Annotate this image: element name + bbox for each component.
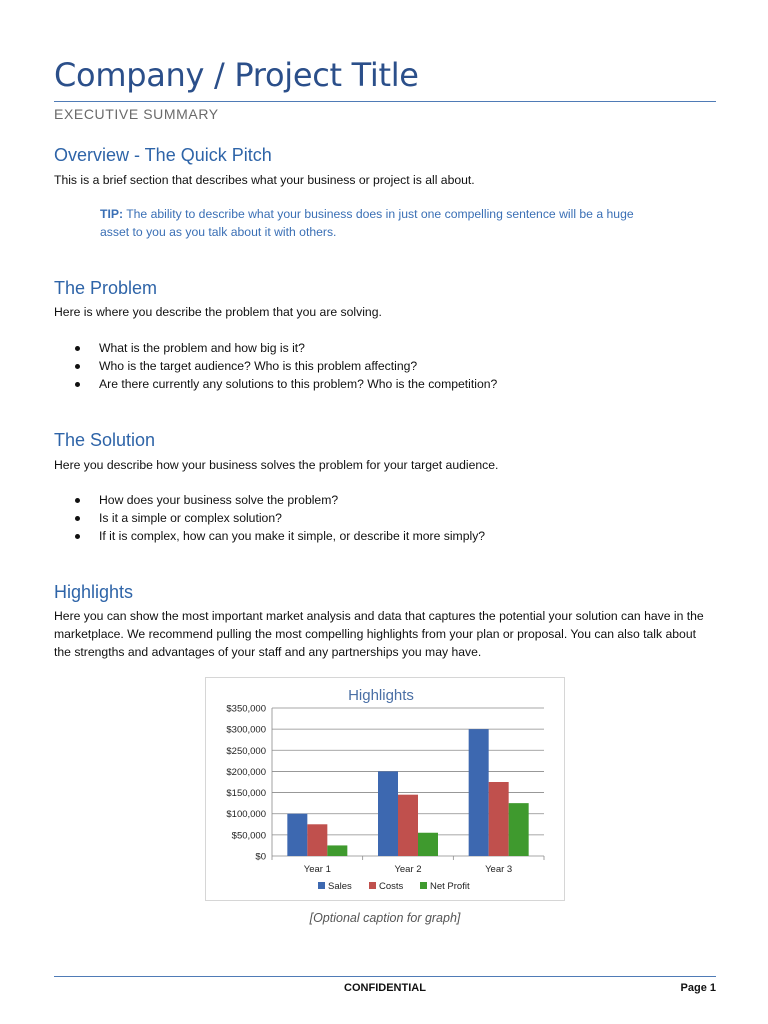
y-tick-label: $100,000 bbox=[226, 809, 266, 821]
bar bbox=[287, 814, 307, 856]
list-item bbox=[54, 491, 485, 509]
footer-page-number: Page 1 bbox=[680, 982, 716, 994]
bullet-icon bbox=[75, 346, 80, 351]
legend-label: Costs bbox=[379, 881, 404, 892]
bullet-icon bbox=[75, 382, 80, 387]
list-item bbox=[54, 375, 497, 393]
x-tick-label: Year 3 bbox=[485, 864, 513, 875]
tip-label: TIP: bbox=[100, 207, 124, 221]
bullet-icon bbox=[75, 364, 80, 369]
document-subtitle: EXECUTIVE SUMMARY bbox=[54, 106, 219, 122]
problem-bullet-list bbox=[54, 339, 497, 393]
list-item bbox=[54, 509, 485, 527]
list-item-text: Are there currently any solutions to this problem? Who is the competition? bbox=[99, 377, 498, 391]
footer-divider bbox=[54, 976, 716, 977]
highlights-heading: Highlights bbox=[54, 582, 134, 602]
legend-swatch bbox=[318, 882, 325, 889]
chart-title: Highlights bbox=[348, 687, 414, 704]
bullet-icon bbox=[75, 498, 80, 503]
footer-confidential: CONFIDENTIAL bbox=[344, 982, 426, 994]
x-tick-label: Year 2 bbox=[394, 864, 422, 875]
problem-body: Here is where you describe the problem that you are solving. bbox=[54, 305, 382, 319]
y-tick-label: $0 bbox=[255, 851, 266, 863]
overview-heading: Overview - The Quick Pitch bbox=[54, 145, 272, 165]
y-tick-label: $350,000 bbox=[226, 703, 266, 715]
legend-label: Net Profit bbox=[430, 881, 470, 892]
tip-text: The ability to describe what your business does in just one compelling sentence will be a huge asset to you as you talk about it with others. bbox=[100, 207, 634, 239]
highlights-body: Here you can show the most important market analysis and data that captures the potential your solution can have in the marketplace. We recommend pulling the most compelling highlights from your plan or proposal. You can also talk about the strengths and advantages of your staff and any partnerships you may have. bbox=[54, 609, 704, 659]
list-item-text: How does your business solve the problem? bbox=[99, 493, 339, 507]
bar bbox=[469, 729, 489, 856]
overview-body: This is a brief section that describes what your business or project is all about. bbox=[54, 173, 475, 187]
list-item-text: Who is the target audience? Who is this problem affecting? bbox=[99, 359, 418, 373]
list-item bbox=[54, 357, 497, 375]
highlights-chart bbox=[205, 677, 565, 901]
solution-heading: The Solution bbox=[54, 430, 156, 450]
list-item-text: If it is complex, how can you make it simple, or describe it more simply? bbox=[99, 529, 486, 543]
list-item bbox=[54, 339, 497, 357]
list-item bbox=[54, 527, 485, 545]
document-title: Company / Project Title bbox=[54, 56, 419, 94]
y-tick-label: $300,000 bbox=[226, 724, 266, 736]
title-divider bbox=[54, 101, 716, 102]
overview-tip bbox=[100, 205, 640, 241]
list-item-text: What is the problem and how big is it? bbox=[99, 341, 305, 355]
bar bbox=[509, 803, 529, 856]
chart-caption: [Optional caption for graph] bbox=[309, 911, 461, 925]
y-tick-label: $200,000 bbox=[226, 766, 266, 778]
bar bbox=[418, 833, 438, 856]
x-tick-label: Year 1 bbox=[303, 864, 331, 875]
solution-body: Here you describe how your business solves the problem for your target audience. bbox=[54, 458, 499, 472]
chart-canvas bbox=[206, 678, 564, 900]
bar bbox=[327, 845, 347, 856]
problem-heading: The Problem bbox=[54, 278, 158, 298]
legend-swatch bbox=[420, 882, 427, 889]
solution-bullet-list bbox=[54, 491, 485, 545]
y-tick-label: $50,000 bbox=[231, 830, 266, 842]
legend-label: Sales bbox=[328, 881, 352, 892]
legend-swatch bbox=[369, 882, 376, 889]
bar bbox=[307, 824, 327, 856]
document-page bbox=[54, 0, 716, 1024]
list-item-text: Is it a simple or complex solution? bbox=[99, 511, 282, 525]
bar bbox=[489, 782, 509, 856]
y-tick-label: $250,000 bbox=[226, 745, 266, 757]
bar bbox=[398, 795, 418, 856]
bullet-icon bbox=[75, 516, 80, 521]
bullet-icon bbox=[75, 534, 80, 539]
bar bbox=[378, 771, 398, 856]
y-tick-label: $150,000 bbox=[226, 788, 266, 800]
